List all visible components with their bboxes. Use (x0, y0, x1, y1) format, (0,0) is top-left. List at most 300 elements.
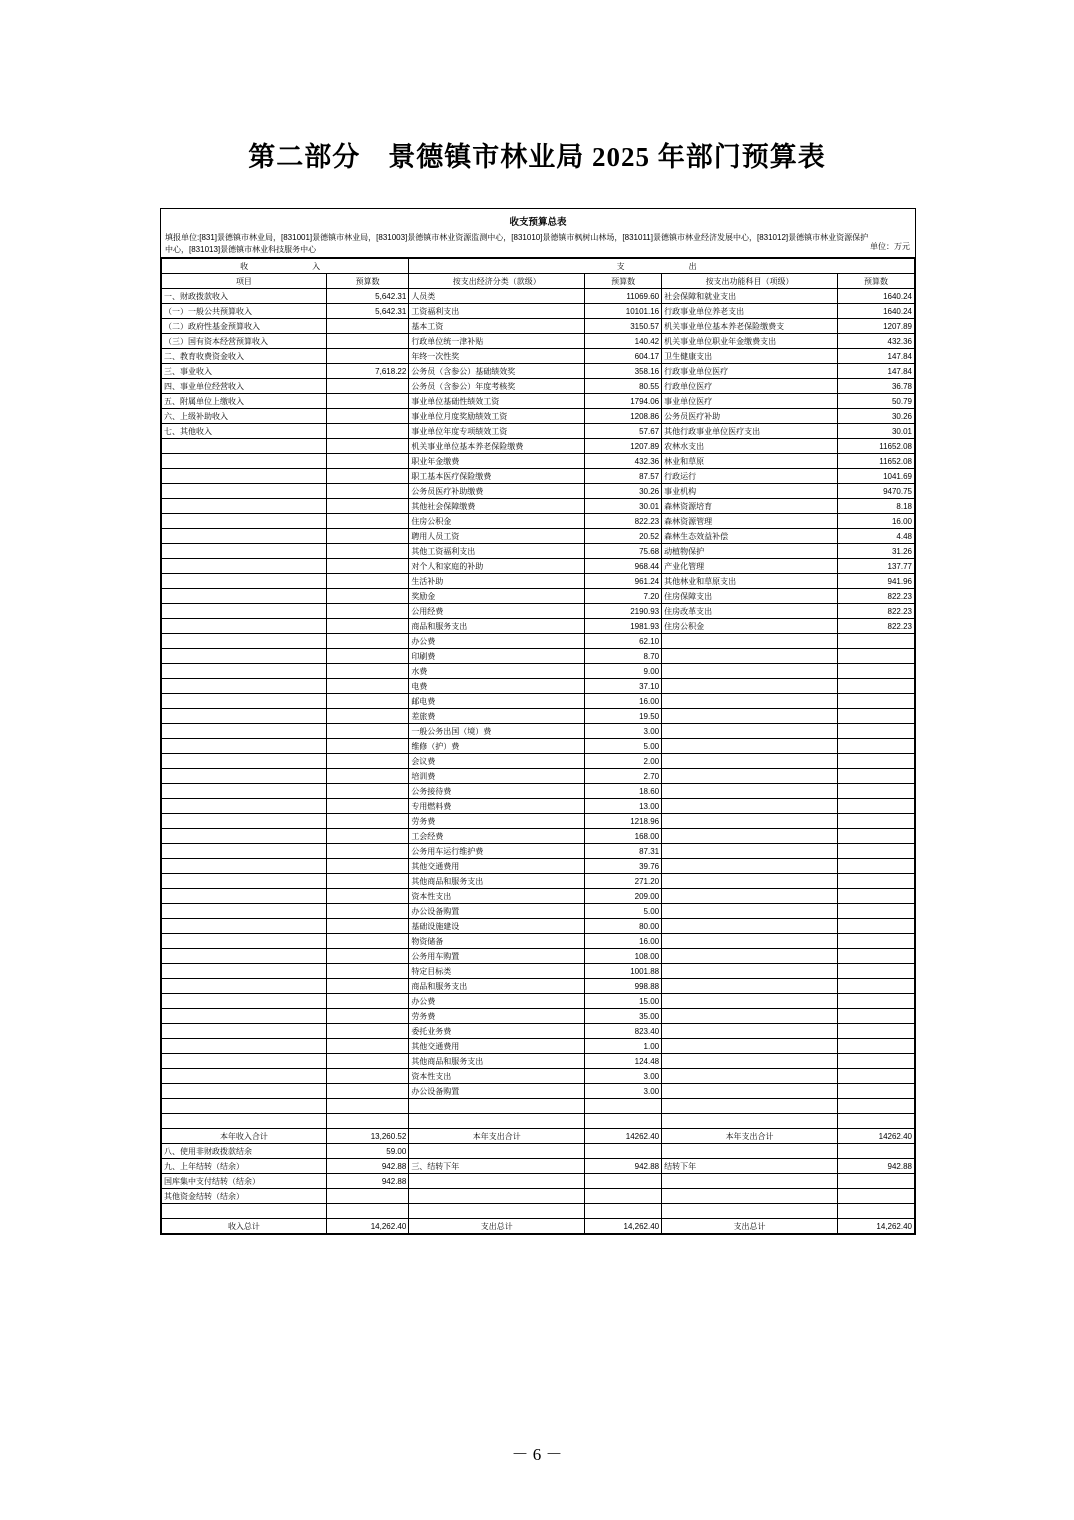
table-row (162, 424, 915, 439)
cell: 产业化管理 (662, 559, 838, 574)
cell (326, 874, 408, 889)
col-header-0: 项目 (162, 274, 327, 289)
cell (326, 1039, 408, 1054)
cell (326, 679, 408, 694)
cell: 八、使用非财政拨款结余 (162, 1144, 327, 1159)
cell (162, 964, 327, 979)
cell: 事业单位月度奖励绩效工资 (409, 409, 585, 424)
cell (162, 1069, 327, 1084)
cell (838, 1114, 915, 1129)
cell: 行政事业单位养老支出 (662, 304, 838, 319)
cell: 13.00 (585, 799, 662, 814)
cell (162, 814, 327, 829)
cell (662, 649, 838, 664)
cell: 75.68 (585, 544, 662, 559)
cell: 六、上级补助收入 (162, 409, 327, 424)
cell (326, 889, 408, 904)
cell: 本年支出合计 (409, 1129, 585, 1144)
table-row (162, 1069, 915, 1084)
cell (162, 604, 327, 619)
cell: 1.00 (585, 1039, 662, 1054)
cell: 商品和服务支出 (409, 979, 585, 994)
cell: 支出总计 (409, 1219, 585, 1234)
cell (585, 1204, 662, 1219)
cell: 2.00 (585, 754, 662, 769)
cell: 3.00 (585, 1069, 662, 1084)
table-row (162, 814, 915, 829)
cell (662, 1054, 838, 1069)
table-row (162, 904, 915, 919)
table-row (162, 304, 915, 319)
table-row (162, 709, 915, 724)
cell: 2190.93 (585, 604, 662, 619)
cell (326, 919, 408, 934)
cell: 机关事业单位基本养老保险缴费 (409, 439, 585, 454)
cell (662, 1084, 838, 1099)
cell: 三、结转下年 (409, 1159, 585, 1174)
cell: 19.50 (585, 709, 662, 724)
table-row (162, 334, 915, 349)
table-row (162, 574, 915, 589)
table-row (162, 514, 915, 529)
table-row (162, 1114, 915, 1129)
cell: 147.84 (838, 364, 915, 379)
cell (162, 634, 327, 649)
cell (326, 559, 408, 574)
table-row (162, 784, 915, 799)
table-row (162, 634, 915, 649)
cell: 对个人和家庭的补助 (409, 559, 585, 574)
table-total-row (162, 1174, 915, 1189)
cell: 七、其他收入 (162, 424, 327, 439)
cell: 住房公积金 (662, 619, 838, 634)
table-row (162, 319, 915, 334)
unit-label: 单位：万元 (870, 242, 910, 251)
cell (838, 664, 915, 679)
cell (838, 634, 915, 649)
cell (662, 1039, 838, 1054)
cell: 其他商品和服务支出 (409, 1054, 585, 1069)
table-row (162, 1054, 915, 1069)
table-row (162, 289, 915, 304)
cell (838, 979, 915, 994)
cell (838, 949, 915, 964)
cell: 住房保障支出 (662, 589, 838, 604)
cell (838, 1174, 915, 1189)
cell (162, 919, 327, 934)
cell: 57.67 (585, 424, 662, 439)
cell (662, 754, 838, 769)
cell: 968.44 (585, 559, 662, 574)
cell: 办公设备购置 (409, 1084, 585, 1099)
cell: 3150.57 (585, 319, 662, 334)
cell: 生活补助 (409, 574, 585, 589)
cell: 特定目标类 (409, 964, 585, 979)
cell (838, 994, 915, 1009)
cell (326, 484, 408, 499)
cell (162, 1114, 327, 1129)
cell: 委托业务费 (409, 1024, 585, 1039)
cell: 14262.40 (585, 1129, 662, 1144)
cell: 基本工资 (409, 319, 585, 334)
cell: 822.23 (838, 619, 915, 634)
table-row (162, 349, 915, 364)
cell (409, 1144, 585, 1159)
table-row (162, 724, 915, 739)
cell: 商品和服务支出 (409, 619, 585, 634)
cell (409, 1174, 585, 1189)
page-number: － 6 － (511, 1445, 563, 1464)
cell: 林业和草原 (662, 454, 838, 469)
cell (326, 934, 408, 949)
cell (838, 799, 915, 814)
cell (326, 589, 408, 604)
cell (326, 439, 408, 454)
group-header-income: 收 入 (162, 259, 409, 274)
cell (662, 979, 838, 994)
cell (838, 1144, 915, 1159)
cell (838, 919, 915, 934)
cell (662, 934, 838, 949)
cell: 结转下年 (662, 1159, 838, 1174)
cell: 动植物保护 (662, 544, 838, 559)
table-row (162, 694, 915, 709)
cell (662, 1174, 838, 1189)
table-row (162, 529, 915, 544)
page-title: 第二部分 景德镇市林业局 2025 年部门预算表 (248, 142, 826, 172)
cell: 收入总计 (162, 1219, 327, 1234)
cell (326, 454, 408, 469)
cell: 15.00 (585, 994, 662, 1009)
cell (326, 754, 408, 769)
cell: 住房改革支出 (662, 604, 838, 619)
cell: 社会保障和就业支出 (662, 289, 838, 304)
group-header-expense: 支 出 (409, 259, 915, 274)
cell: 工会经费 (409, 829, 585, 844)
cell: 1207.89 (585, 439, 662, 454)
cell (838, 829, 915, 844)
cell (162, 979, 327, 994)
cell (162, 994, 327, 1009)
cell (662, 739, 838, 754)
cell: 8.70 (585, 649, 662, 664)
cell (662, 1024, 838, 1039)
budget-sheet (160, 208, 916, 1235)
cell: 机关事业单位职业年金缴费支出 (662, 334, 838, 349)
cell: 36.78 (838, 379, 915, 394)
cell: 四、事业单位经营收入 (162, 379, 327, 394)
col-header-2: 按支出经济分类（款级） (409, 274, 585, 289)
cell: 3.00 (585, 724, 662, 739)
cell: 办公费 (409, 634, 585, 649)
cell: 822.23 (585, 514, 662, 529)
table-total-row (162, 1159, 915, 1174)
cell (662, 949, 838, 964)
cell: 电费 (409, 679, 585, 694)
cell: 劳务费 (409, 814, 585, 829)
cell: 1794.06 (585, 394, 662, 409)
cell: 20.52 (585, 529, 662, 544)
cell (162, 679, 327, 694)
table-row (162, 964, 915, 979)
table-row (162, 559, 915, 574)
cell: 37.10 (585, 679, 662, 694)
cell: 资本性支出 (409, 889, 585, 904)
cell: 5,642.31 (326, 304, 408, 319)
table-total-row (162, 1144, 915, 1159)
cell (326, 904, 408, 919)
cell: 本年支出合计 (662, 1129, 838, 1144)
cell (162, 664, 327, 679)
cell (326, 1099, 408, 1114)
cell: 1981.93 (585, 619, 662, 634)
cell (326, 964, 408, 979)
cell (326, 529, 408, 544)
cell: 16.00 (585, 934, 662, 949)
cell: 30.01 (838, 424, 915, 439)
cell: 其他商品和服务支出 (409, 874, 585, 889)
cell (662, 1069, 838, 1084)
cell (326, 424, 408, 439)
cell: 30.26 (838, 409, 915, 424)
cell: 专用燃料费 (409, 799, 585, 814)
table-row (162, 469, 915, 484)
cell: 50.79 (838, 394, 915, 409)
cell (162, 739, 327, 754)
table-row (162, 544, 915, 559)
cell (162, 529, 327, 544)
cell: 其他林业和草原支出 (662, 574, 838, 589)
cell: 137.77 (838, 559, 915, 574)
table-total-row (162, 1189, 915, 1204)
cell: 其他社会保障缴费 (409, 499, 585, 514)
cell: 会议费 (409, 754, 585, 769)
cell: 九、上年结转（结余） (162, 1159, 327, 1174)
cell (326, 1204, 408, 1219)
cell (662, 994, 838, 1009)
cell: 住房公积金 (409, 514, 585, 529)
cell: 本年收入合计 (162, 1129, 327, 1144)
cell (162, 844, 327, 859)
cell (162, 439, 327, 454)
cell (838, 844, 915, 859)
cell (326, 994, 408, 1009)
cell: 事业单位年度专项绩效工资 (409, 424, 585, 439)
table-row (162, 454, 915, 469)
table-row (162, 484, 915, 499)
cell: 80.55 (585, 379, 662, 394)
cell: 35.00 (585, 1009, 662, 1024)
cell (326, 514, 408, 529)
cell: 823.40 (585, 1024, 662, 1039)
cell (585, 1144, 662, 1159)
cell (326, 769, 408, 784)
table-row (162, 769, 915, 784)
table-row (162, 394, 915, 409)
cell (326, 469, 408, 484)
cell: 30.26 (585, 484, 662, 499)
cell (326, 649, 408, 664)
cell (838, 814, 915, 829)
cell: 邮电费 (409, 694, 585, 709)
cell: 卫生健康支出 (662, 349, 838, 364)
cell: 人员类 (409, 289, 585, 304)
cell: 16.00 (585, 694, 662, 709)
cell: 国库集中支付结转（结余） (162, 1174, 327, 1189)
cell (838, 934, 915, 949)
table-row (162, 499, 915, 514)
cell (162, 829, 327, 844)
cell: 18.60 (585, 784, 662, 799)
cell (326, 1024, 408, 1039)
table-header-row (162, 274, 915, 289)
cell (838, 1009, 915, 1024)
cell: 5.00 (585, 739, 662, 754)
cell: 办公设备购置 (409, 904, 585, 919)
cell: 14,262.40 (326, 1219, 408, 1234)
table-row (162, 919, 915, 934)
table-total-row (162, 1204, 915, 1219)
cell (838, 724, 915, 739)
cell (326, 724, 408, 739)
cell: 1041.69 (838, 469, 915, 484)
cell: 一般公务出国（境）费 (409, 724, 585, 739)
cell (162, 1099, 327, 1114)
table-row (162, 1099, 915, 1114)
table-total-row (162, 1219, 915, 1234)
cell (662, 964, 838, 979)
cell (326, 859, 408, 874)
cell: 行政运行 (662, 469, 838, 484)
cell (838, 874, 915, 889)
cell: 行政单位统一津补贴 (409, 334, 585, 349)
cell (326, 334, 408, 349)
cell (585, 1174, 662, 1189)
cell: 16.00 (838, 514, 915, 529)
cell (662, 799, 838, 814)
table-row (162, 1009, 915, 1024)
cell (162, 1024, 327, 1039)
cell: 1218.96 (585, 814, 662, 829)
cell (162, 784, 327, 799)
cell: 87.31 (585, 844, 662, 859)
table-row (162, 1039, 915, 1054)
table-row (162, 379, 915, 394)
cell: 机关事业单位基本养老保险缴费支 (662, 319, 838, 334)
cell (326, 319, 408, 334)
cell: 五、附属单位上缴收入 (162, 394, 327, 409)
cell: 聘用人员工资 (409, 529, 585, 544)
cell (662, 634, 838, 649)
cell: 森林生态效益补偿 (662, 529, 838, 544)
table-row (162, 364, 915, 379)
cell: 1640.24 (838, 304, 915, 319)
cell: 961.24 (585, 574, 662, 589)
cell (662, 1099, 838, 1114)
cell (326, 694, 408, 709)
cell: 942.88 (838, 1159, 915, 1174)
cell: 942.88 (585, 1159, 662, 1174)
cell (838, 859, 915, 874)
cell (162, 1084, 327, 1099)
cell (662, 859, 838, 874)
cell (838, 1189, 915, 1204)
table-row (162, 829, 915, 844)
cell (838, 1069, 915, 1084)
cell: 5.00 (585, 904, 662, 919)
table-row (162, 649, 915, 664)
cell: 13,260.52 (326, 1129, 408, 1144)
cell (162, 1009, 327, 1024)
cell (162, 559, 327, 574)
table-row (162, 1084, 915, 1099)
cell (838, 889, 915, 904)
cell (326, 1084, 408, 1099)
cell (662, 829, 838, 844)
cell: 公务接待费 (409, 784, 585, 799)
col-header-4: 按支出功能科目（项级） (662, 274, 838, 289)
cell (162, 469, 327, 484)
table-row (162, 799, 915, 814)
table-row (162, 664, 915, 679)
cell: 物资储备 (409, 934, 585, 949)
cell (838, 679, 915, 694)
cell (838, 694, 915, 709)
cell (662, 1114, 838, 1129)
cell (409, 1114, 585, 1129)
table-row (162, 949, 915, 964)
cell (838, 784, 915, 799)
col-header-5: 预算数 (838, 274, 915, 289)
cell (662, 1009, 838, 1024)
cell (838, 709, 915, 724)
cell: 行政事业单位医疗 (662, 364, 838, 379)
cell: 培训费 (409, 769, 585, 784)
cell (838, 739, 915, 754)
col-header-1: 预算数 (326, 274, 408, 289)
cell: 奖励金 (409, 589, 585, 604)
cell (326, 979, 408, 994)
cell: 办公费 (409, 994, 585, 1009)
cell: 432.36 (838, 334, 915, 349)
cell: 822.23 (838, 604, 915, 619)
cell (326, 829, 408, 844)
cell: 维修（护）费 (409, 739, 585, 754)
cell: 其他交通费用 (409, 1039, 585, 1054)
cell (162, 649, 327, 664)
cell: 10101.16 (585, 304, 662, 319)
cell: 年终一次性奖 (409, 349, 585, 364)
cell: 604.17 (585, 349, 662, 364)
cell: 1640.24 (838, 289, 915, 304)
cell (326, 814, 408, 829)
cell: 其他行政事业单位医疗支出 (662, 424, 838, 439)
table-row (162, 994, 915, 1009)
cell (326, 379, 408, 394)
cell: 124.48 (585, 1054, 662, 1069)
cell: 942.88 (326, 1174, 408, 1189)
cell: 942.88 (326, 1159, 408, 1174)
cell: 1207.89 (838, 319, 915, 334)
cell: 三、事业收入 (162, 364, 327, 379)
cell: 资本性支出 (409, 1069, 585, 1084)
cell: 职业年金缴费 (409, 454, 585, 469)
cell (326, 1189, 408, 1204)
cell: 事业机构 (662, 484, 838, 499)
cell (409, 1189, 585, 1204)
cell (326, 1054, 408, 1069)
cell: 公务员（含参公）基础绩效奖 (409, 364, 585, 379)
